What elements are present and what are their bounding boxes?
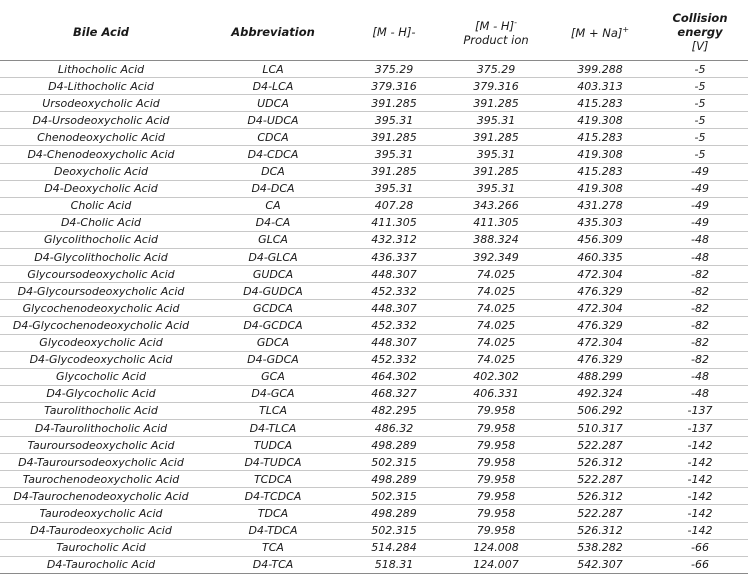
table-row — [0, 334, 748, 351]
m-na-cell: 399.288 — [548, 61, 652, 78]
table-row — [0, 163, 748, 180]
bile-acid-cell: D4-Glycocholic Acid — [0, 385, 202, 402]
bile-acid-cell: Ursodeoxycholic Acid — [0, 95, 202, 112]
mh-cell: 518.31 — [344, 556, 444, 573]
table-header — [0, 4, 748, 61]
bile-acid-cell: D4-Lithocholic Acid — [0, 78, 202, 95]
m-na-cell: 419.308 — [548, 112, 652, 129]
abbreviation-cell: TCA — [202, 539, 344, 556]
bile-acid-cell: Taurolithocholic Acid — [0, 402, 202, 419]
mh-cell: 395.31 — [344, 146, 444, 163]
collision-energy-cell: -142 — [652, 505, 748, 522]
product-ion-cell: 79.958 — [444, 437, 548, 454]
abbreviation-cell: GUDCA — [202, 266, 344, 283]
header-row — [0, 4, 748, 61]
table-row — [0, 505, 748, 522]
abbreviation-cell: TLCA — [202, 402, 344, 419]
header-product-sub: Product ion — [463, 33, 529, 48]
collision-energy-cell: -82 — [652, 266, 748, 283]
product-ion-cell: 79.958 — [444, 488, 548, 505]
table-row — [0, 454, 748, 471]
bile-acid-cell: Cholic Acid — [0, 197, 202, 214]
product-ion-cell: 391.285 — [444, 95, 548, 112]
table-row — [0, 488, 748, 505]
bile-acid-cell: D4-Chenodeoxycholic Acid — [0, 146, 202, 163]
header-mna-main — [571, 26, 629, 40]
mh-cell: 502.315 — [344, 522, 444, 539]
product-ion-cell: 74.025 — [444, 334, 548, 351]
bile-acid-cell: D4-Taurocholic Acid — [0, 556, 202, 573]
product-ion-cell: 379.316 — [444, 78, 548, 95]
product-ion-cell: 74.025 — [444, 317, 548, 334]
table-row — [0, 231, 748, 248]
mh-cell: 395.31 — [344, 112, 444, 129]
m-na-cell: 506.292 — [548, 402, 652, 419]
header-abbreviation — [202, 4, 344, 61]
mh-cell: 482.295 — [344, 402, 444, 419]
table-row — [0, 471, 748, 488]
table-body — [0, 61, 748, 574]
abbreviation-cell: DCA — [202, 163, 344, 180]
table-row — [0, 266, 748, 283]
mh-cell: 411.305 — [344, 214, 444, 231]
product-ion-cell: 79.958 — [444, 522, 548, 539]
table-row — [0, 214, 748, 231]
abbreviation-cell: D4-TLCA — [202, 419, 344, 436]
collision-energy-cell: -142 — [652, 471, 748, 488]
abbreviation-cell: D4-GCA — [202, 385, 344, 402]
m-na-cell: 510.317 — [548, 419, 652, 436]
mh-cell: 498.289 — [344, 471, 444, 488]
collision-energy-cell: -48 — [652, 249, 748, 266]
m-na-cell: 472.304 — [548, 334, 652, 351]
m-na-cell: 522.287 — [548, 437, 652, 454]
bile-acid-cell: D4-Glycoursodeoxycholic Acid — [0, 283, 202, 300]
abbreviation-cell: LCA — [202, 61, 344, 78]
mh-cell: 452.332 — [344, 283, 444, 300]
abbreviation-cell: TDCA — [202, 505, 344, 522]
bile-acid-cell: D4-Taurodeoxycholic Acid — [0, 522, 202, 539]
bile-acid-cell: Chenodeoxycholic Acid — [0, 129, 202, 146]
abbreviation-cell: GCA — [202, 368, 344, 385]
m-na-cell: 476.329 — [548, 317, 652, 334]
header-product-ion — [444, 4, 548, 61]
table-row — [0, 402, 748, 419]
mh-cell: 391.285 — [344, 163, 444, 180]
collision-energy-cell: -49 — [652, 180, 748, 197]
mh-cell: 432.312 — [344, 231, 444, 248]
collision-energy-cell: -82 — [652, 300, 748, 317]
mh-cell: 375.29 — [344, 61, 444, 78]
m-na-cell: 492.324 — [548, 385, 652, 402]
product-ion-cell: 124.007 — [444, 556, 548, 573]
header-ce-label: Collision energy — [672, 11, 728, 39]
abbreviation-cell: D4-DCA — [202, 180, 344, 197]
product-ion-cell: 79.958 — [444, 505, 548, 522]
table-row — [0, 317, 748, 334]
bile-acid-cell: D4-Deoxycholic Acid — [0, 180, 202, 197]
mh-cell: 502.315 — [344, 488, 444, 505]
header-product-formula: [M - H] — [475, 19, 515, 34]
collision-energy-cell: -48 — [652, 231, 748, 248]
abbreviation-cell: D4-CDCA — [202, 146, 344, 163]
abbreviation-cell: GCDCA — [202, 300, 344, 317]
bile-acid-cell: Deoxycholic Acid — [0, 163, 202, 180]
mh-cell: 379.316 — [344, 78, 444, 95]
product-ion-cell: 124.008 — [444, 539, 548, 556]
mh-cell: 448.307 — [344, 266, 444, 283]
table-row — [0, 539, 748, 556]
abbreviation-cell: D4-GUDCA — [202, 283, 344, 300]
table-row — [0, 249, 748, 266]
collision-energy-cell: -5 — [652, 95, 748, 112]
collision-energy-cell: -142 — [652, 437, 748, 454]
product-ion-cell: 79.958 — [444, 419, 548, 436]
mh-cell: 452.332 — [344, 317, 444, 334]
m-na-cell: 431.278 — [548, 197, 652, 214]
header-collision-energy — [652, 4, 748, 61]
collision-energy-cell: -137 — [652, 402, 748, 419]
table-row — [0, 385, 748, 402]
product-ion-cell: 402.302 — [444, 368, 548, 385]
product-ion-cell: 395.31 — [444, 112, 548, 129]
m-na-cell: 419.308 — [548, 180, 652, 197]
table-row — [0, 197, 748, 214]
collision-energy-cell: -48 — [652, 368, 748, 385]
table-row — [0, 95, 748, 112]
bile-acid-cell: Glycolithocholic Acid — [0, 231, 202, 248]
product-ion-cell: 395.31 — [444, 146, 548, 163]
collision-energy-cell: -142 — [652, 488, 748, 505]
product-ion-cell: 391.285 — [444, 129, 548, 146]
header-product-main — [475, 19, 517, 33]
product-ion-cell: 391.285 — [444, 163, 548, 180]
table-row — [0, 78, 748, 95]
table-row — [0, 419, 748, 436]
header-mh — [344, 4, 444, 61]
table-row — [0, 129, 748, 146]
header-product-charge: - — [514, 18, 517, 28]
collision-energy-cell: -82 — [652, 283, 748, 300]
m-na-cell: 456.309 — [548, 231, 652, 248]
table-row — [0, 522, 748, 539]
collision-energy-cell: -82 — [652, 351, 748, 368]
abbreviation-cell: CDCA — [202, 129, 344, 146]
product-ion-cell: 79.958 — [444, 471, 548, 488]
m-na-cell: 526.312 — [548, 454, 652, 471]
product-ion-cell: 392.349 — [444, 249, 548, 266]
abbreviation-cell: D4-GLCA — [202, 249, 344, 266]
mh-cell: 448.307 — [344, 300, 444, 317]
product-ion-cell: 74.025 — [444, 266, 548, 283]
collision-energy-cell: -5 — [652, 61, 748, 78]
collision-energy-cell: -5 — [652, 112, 748, 129]
bile-acid-cell: D4-Cholic Acid — [0, 214, 202, 231]
m-na-cell: 403.313 — [548, 78, 652, 95]
m-na-cell: 415.283 — [548, 163, 652, 180]
mh-cell: 514.284 — [344, 539, 444, 556]
abbreviation-cell: D4-GDCA — [202, 351, 344, 368]
header-m-na — [548, 4, 652, 61]
mh-cell: 464.302 — [344, 368, 444, 385]
mh-cell: 407.28 — [344, 197, 444, 214]
product-ion-cell: 395.31 — [444, 180, 548, 197]
m-na-cell: 476.329 — [548, 351, 652, 368]
bile-acid-cell: Glycodeoxycholic Acid — [0, 334, 202, 351]
abbreviation-cell: D4-LCA — [202, 78, 344, 95]
bile-acid-cell: Taurochenodeoxycholic Acid — [0, 471, 202, 488]
m-na-cell: 488.299 — [548, 368, 652, 385]
collision-energy-cell: -82 — [652, 317, 748, 334]
table-row — [0, 368, 748, 385]
product-ion-cell: 411.305 — [444, 214, 548, 231]
product-ion-cell: 74.025 — [444, 283, 548, 300]
mh-cell: 395.31 — [344, 180, 444, 197]
collision-energy-cell: -66 — [652, 556, 748, 573]
abbreviation-cell: D4-GCDCA — [202, 317, 344, 334]
product-ion-cell: 79.958 — [444, 402, 548, 419]
product-ion-cell: 388.324 — [444, 231, 548, 248]
product-ion-cell: 375.29 — [444, 61, 548, 78]
header-mna-formula: [M + Na] — [570, 26, 623, 41]
abbreviation-cell: D4-TCA — [202, 556, 344, 573]
mh-cell: 486.32 — [344, 419, 444, 436]
bile-acid-cell: D4-Glycochenodeoxycholic Acid — [0, 317, 202, 334]
collision-energy-cell: -5 — [652, 78, 748, 95]
mh-cell: 452.332 — [344, 351, 444, 368]
table-row — [0, 180, 748, 197]
m-na-cell: 415.283 — [548, 129, 652, 146]
product-ion-cell: 343.266 — [444, 197, 548, 214]
bile-acid-cell: Taurodeoxycholic Acid — [0, 505, 202, 522]
collision-energy-cell: -49 — [652, 197, 748, 214]
collision-energy-cell: -66 — [652, 539, 748, 556]
bile-acid-cell: D4-Taurolithocholic Acid — [0, 419, 202, 436]
abbreviation-cell: D4-CA — [202, 214, 344, 231]
collision-energy-cell: -49 — [652, 214, 748, 231]
header-mna-charge: + — [622, 25, 630, 35]
header-bile-acid-label: Bile Acid — [73, 25, 129, 39]
bile-acid-cell: D4-Taurochenodeoxycholic Acid — [0, 488, 202, 505]
m-na-cell: 542.307 — [548, 556, 652, 573]
bile-acid-cell: Glycochenodeoxycholic Acid — [0, 300, 202, 317]
abbreviation-cell: TCDCA — [202, 471, 344, 488]
bile-acid-cell: Taurocholic Acid — [0, 539, 202, 556]
header-ce-unit: [V] — [691, 39, 709, 53]
m-na-cell: 522.287 — [548, 471, 652, 488]
m-na-cell: 476.329 — [548, 283, 652, 300]
collision-energy-cell: -82 — [652, 334, 748, 351]
table-row — [0, 437, 748, 454]
collision-energy-cell: -5 — [652, 146, 748, 163]
bile-acid-cell: D4-Glycolithocholic Acid — [0, 249, 202, 266]
bile-acid-cell: D4-Ursodeoxycholic Acid — [0, 112, 202, 129]
product-ion-cell: 406.331 — [444, 385, 548, 402]
abbreviation-cell: D4-TDCA — [202, 522, 344, 539]
abbreviation-cell: UDCA — [202, 95, 344, 112]
collision-energy-cell: -142 — [652, 522, 748, 539]
abbreviation-cell: TUDCA — [202, 437, 344, 454]
mh-cell: 391.285 — [344, 95, 444, 112]
table-row — [0, 112, 748, 129]
m-na-cell: 419.308 — [548, 146, 652, 163]
table-row — [0, 146, 748, 163]
header-bile-acid — [0, 4, 202, 61]
product-ion-cell: 74.025 — [444, 300, 548, 317]
abbreviation-cell: GDCA — [202, 334, 344, 351]
m-na-cell: 538.282 — [548, 539, 652, 556]
header-mh-label: [M - H]- — [372, 25, 416, 39]
m-na-cell: 460.335 — [548, 249, 652, 266]
table-row — [0, 351, 748, 368]
abbreviation-cell: CA — [202, 197, 344, 214]
bile-acid-cell: Lithocholic Acid — [0, 61, 202, 78]
mh-cell: 498.289 — [344, 437, 444, 454]
collision-energy-cell: -5 — [652, 129, 748, 146]
product-ion-cell: 74.025 — [444, 351, 548, 368]
m-na-cell: 435.303 — [548, 214, 652, 231]
abbreviation-cell: GLCA — [202, 231, 344, 248]
m-na-cell: 415.283 — [548, 95, 652, 112]
mh-cell: 391.285 — [344, 129, 444, 146]
mh-cell: 468.327 — [344, 385, 444, 402]
table-row — [0, 556, 748, 573]
collision-energy-cell: -49 — [652, 163, 748, 180]
table-row — [0, 61, 748, 78]
collision-energy-cell: -48 — [652, 385, 748, 402]
abbreviation-cell: D4-TCDCA — [202, 488, 344, 505]
bile-acid-cell: D4-Tauroursodeoxycholic Acid — [0, 454, 202, 471]
bile-acid-cell: Glycoursodeoxycholic Acid — [0, 266, 202, 283]
m-na-cell: 472.304 — [548, 300, 652, 317]
header-abbreviation-label: Abbreviation — [231, 25, 315, 39]
product-ion-cell: 79.958 — [444, 454, 548, 471]
table-row — [0, 300, 748, 317]
mh-cell: 502.315 — [344, 454, 444, 471]
bile-acid-cell: Glycocholic Acid — [0, 368, 202, 385]
bile-acid-cell: Tauroursodeoxycholic Acid — [0, 437, 202, 454]
mh-cell: 436.337 — [344, 249, 444, 266]
m-na-cell: 522.287 — [548, 505, 652, 522]
m-na-cell: 526.312 — [548, 522, 652, 539]
collision-energy-cell: -137 — [652, 419, 748, 436]
abbreviation-cell: D4-TUDCA — [202, 454, 344, 471]
bile-acid-table — [0, 4, 748, 574]
bile-acid-cell: D4-Glycodeoxycholic Acid — [0, 351, 202, 368]
abbreviation-cell: D4-UDCA — [202, 112, 344, 129]
mh-cell: 448.307 — [344, 334, 444, 351]
mh-cell: 498.289 — [344, 505, 444, 522]
table-row — [0, 283, 748, 300]
collision-energy-cell: -142 — [652, 454, 748, 471]
m-na-cell: 526.312 — [548, 488, 652, 505]
m-na-cell: 472.304 — [548, 266, 652, 283]
